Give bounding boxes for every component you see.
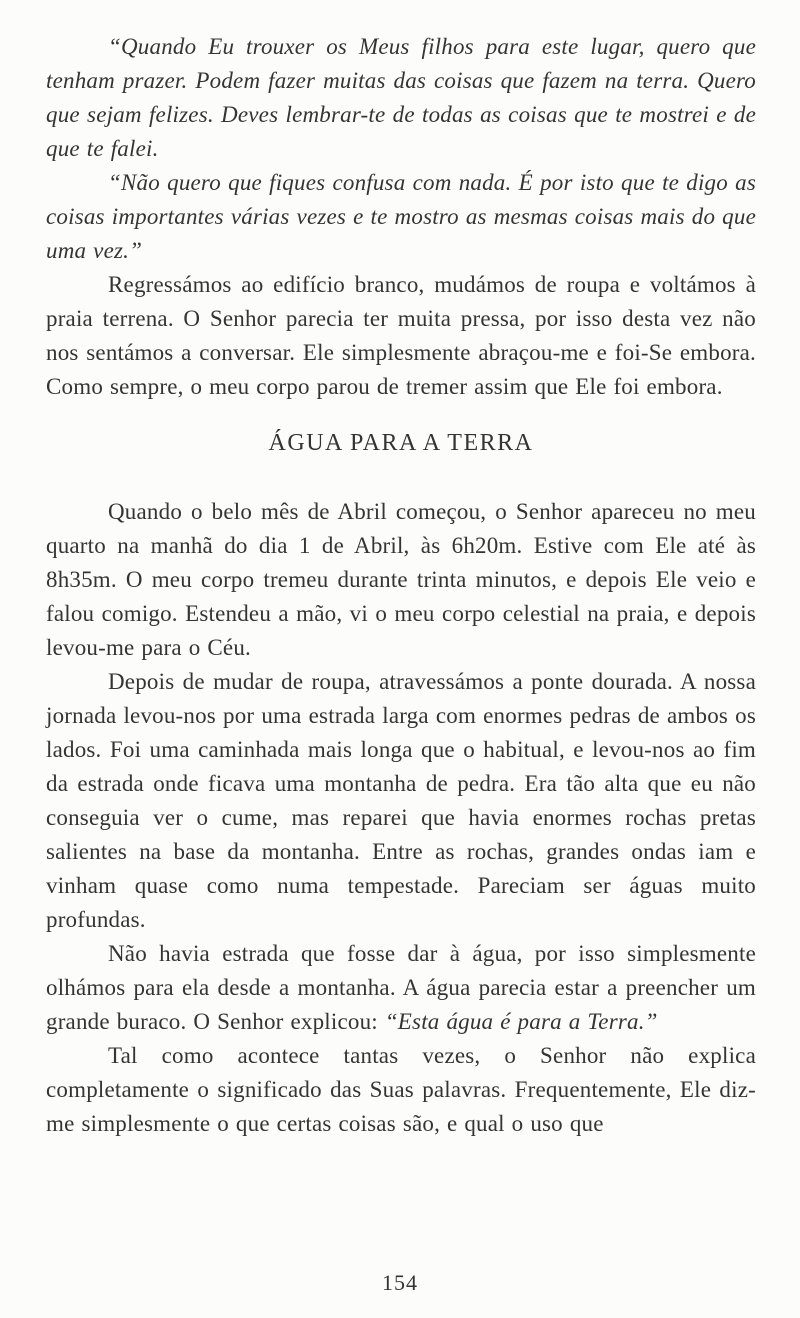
paragraph-quote-2: “Não quero que fiques confusa com nada. É por isto que te digo as coisas importantes várias vezes e te mostro as mesmas coisas mais do que uma vez.” (46, 170, 756, 263)
paragraph-quote-1: “Quando Eu trouxer os Meus filhos para este lugar, quero que tenham prazer. Podem fazer muitas das coisas que fazem na terra. Quero que sejam felizes. Deves lembrar-te de todas as coisas que te mostrei e de que te falei. (46, 34, 756, 161)
text-block (46, 30, 756, 1141)
paragraph-tal-como: Tal como acontece tantas vezes, o Senhor não explica completamente o significado das Suas palavras. Frequentemente, Ele diz-me simplesmente o que certas coisas são, e qual o uso que (46, 1043, 756, 1136)
paragraph-agua-normal-run: Não havia estrada que fosse dar à água, por isso simplesmente olhámos para ela desde a montanha. A água parecia estar a preencher um grande buraco. O Senhor explicou: (46, 941, 756, 1034)
section-heading: ÁGUA PARA A TERRA (268, 430, 534, 456)
page-number: 154 (382, 1270, 418, 1295)
paragraph-abril: Quando o belo mês de Abril começou, o Senhor apareceu no meu quarto na manhã do dia 1 de Abril, às 6h20m. Estive com Ele até às 8h35m. O meu corpo tremeu durante trinta minutos, e depois Ele veio e falou comigo. Estendeu a mão, vi o meu corpo celestial na praia, e depois levou-me para o Céu. (46, 499, 756, 660)
paragraph-agua-italic-run: “Esta água é para a Terra.” (384, 1009, 658, 1034)
paragraph-regressamos: Regressámos ao edifício branco, mudámos de roupa e voltámos à praia terrena. O Senhor parecia ter muita pressa, por isso desta vez não nos sentámos a conversar. Ele simplesmente abraçou-me e foi-Se embora. Como sempre, o meu corpo parou de tremer assim que Ele foi embora. (46, 272, 756, 399)
paragraph-agua-mixed (46, 937, 756, 1039)
paragraph-ponte-dourada: Depois de mudar de roupa, atravessámos a ponte dourada. A nossa jornada levou-nos por uma estrada larga com enormes pedras de ambos os lados. Foi uma caminhada mais longa que o habitual, e levou-nos ao fim da estrada onde ficava uma montanha de pedra. Era tão alta que eu não conseguia ver o cume, mas reparei que havia enormes rochas pretas salientes na base da montanha. Entre as rochas, grandes ondas iam e vinham quase como numa tempestade. Pareciam ser águas muito profundas. (46, 669, 756, 932)
